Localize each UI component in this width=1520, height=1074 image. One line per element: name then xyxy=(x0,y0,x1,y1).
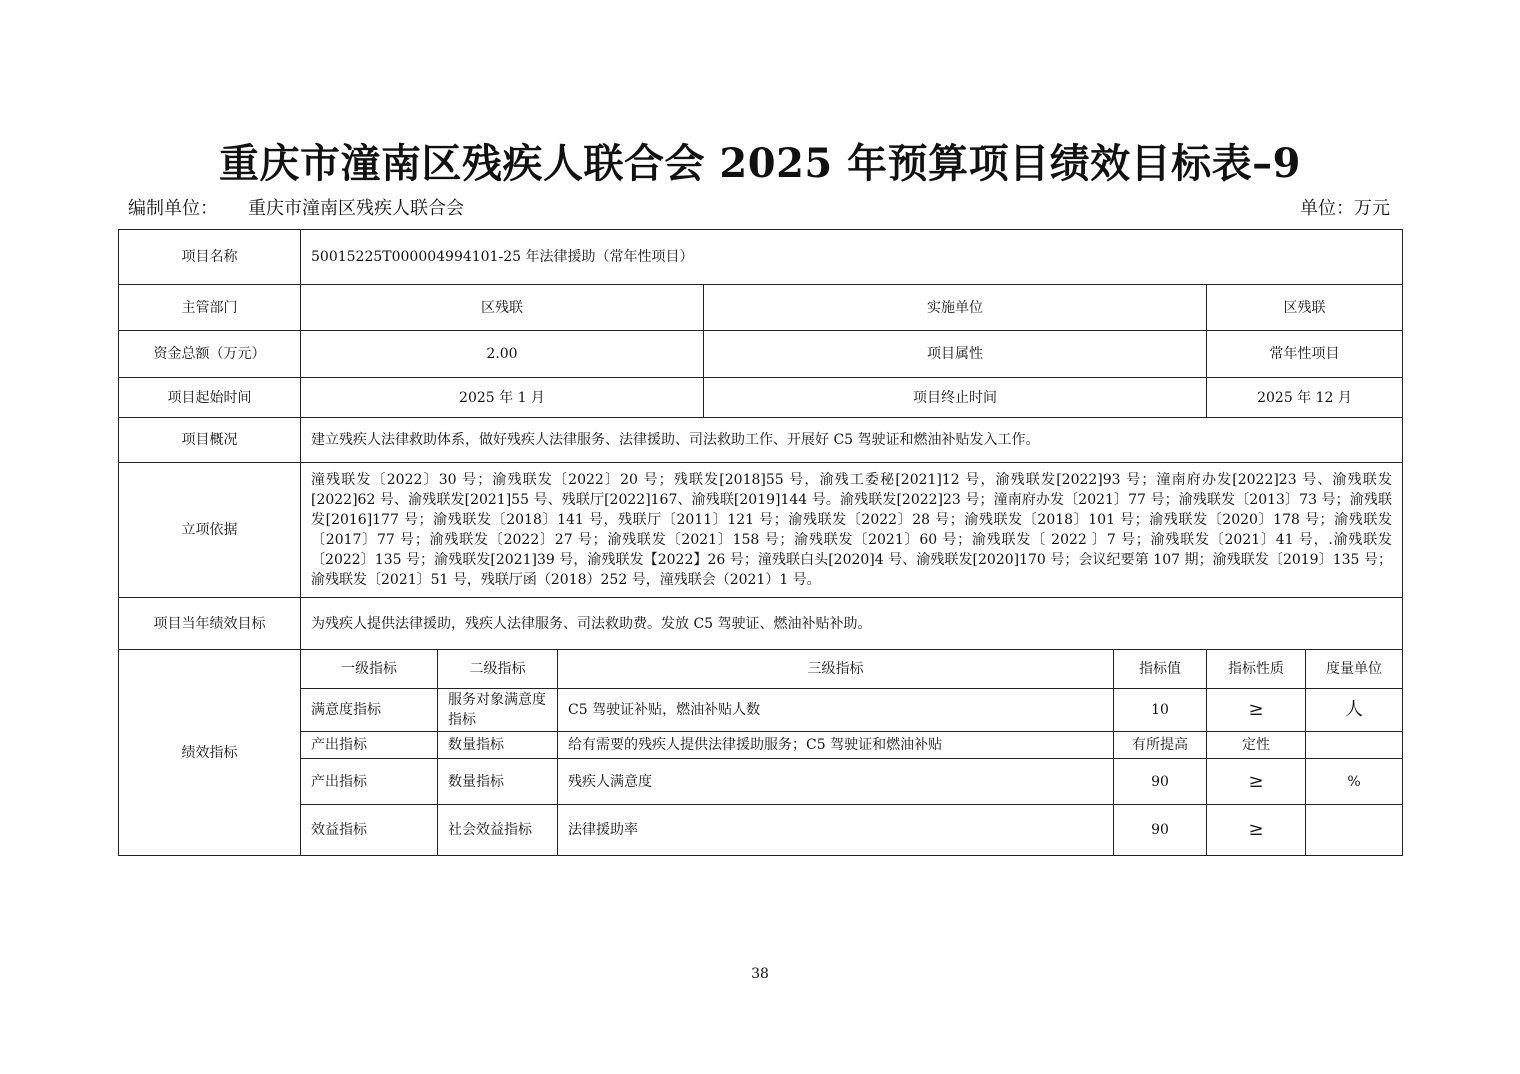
row-overview xyxy=(119,418,1403,463)
currency-unit: 单位：万元 xyxy=(1300,198,1390,219)
project-name-value: 50015225T000004994101-25 年法律援助（常年性项目） xyxy=(301,230,1403,285)
cell-nature: ≥ xyxy=(1207,759,1306,805)
implementing-unit-label: 实施单位 xyxy=(704,285,1207,331)
table-row xyxy=(119,732,1403,759)
performance-target-table xyxy=(118,229,1403,856)
table-row xyxy=(119,759,1403,805)
annual-goal-label: 项目当年绩效目标 xyxy=(119,598,301,650)
cell-level3: 残疾人满意度 xyxy=(558,759,1114,805)
overview-label: 项目概况 xyxy=(119,418,301,463)
cell-nature: ≥ xyxy=(1207,805,1306,856)
header-value: 指标值 xyxy=(1114,650,1207,689)
cell-level1: 产出指标 xyxy=(301,732,438,759)
cell-value: 90 xyxy=(1114,805,1207,856)
project-attribute-value: 常年性项目 xyxy=(1207,331,1403,378)
performance-indicators-label: 绩效指标 xyxy=(119,650,301,856)
header-level3: 三级指标 xyxy=(558,650,1114,689)
header-level2: 二级指标 xyxy=(438,650,558,689)
department-label: 主管部门 xyxy=(119,285,301,331)
row-annual-goal xyxy=(119,598,1403,650)
header-nature: 指标性质 xyxy=(1207,650,1306,689)
basis-label: 立项依据 xyxy=(119,463,301,598)
end-time-value: 2025 年 12 月 xyxy=(1207,378,1403,418)
cell-unit xyxy=(1306,805,1403,856)
row-project-name xyxy=(119,230,1403,285)
project-name-label: 项目名称 xyxy=(119,230,301,285)
row-dates xyxy=(119,378,1403,418)
implementing-unit-value: 区残联 xyxy=(1207,285,1403,331)
page-title: 重庆市潼南区残疾人联合会 2025 年预算项目绩效目标表–9 xyxy=(218,140,1301,187)
cell-level3: 给有需要的残疾人提供法律援助服务；C5 驾驶证和燃油补贴 xyxy=(558,732,1114,759)
cell-value: 90 xyxy=(1114,759,1207,805)
cell-unit: 人 xyxy=(1306,689,1403,732)
cell-level2: 服务对象满意度指标 xyxy=(438,689,558,732)
total-funds-value: 2.00 xyxy=(301,331,704,378)
cell-level1: 效益指标 xyxy=(301,805,438,856)
page-number: 38 xyxy=(751,966,769,982)
cell-level3: C5 驾驶证补贴，燃油补贴人数 xyxy=(558,689,1114,732)
table-row xyxy=(119,805,1403,856)
start-time-label: 项目起始时间 xyxy=(119,378,301,418)
end-time-label: 项目终止时间 xyxy=(704,378,1207,418)
compiling-unit-name: 重庆市潼南区残疾人联合会 xyxy=(248,198,464,219)
cell-level3: 法律援助率 xyxy=(558,805,1114,856)
indicator-header-row xyxy=(119,650,1403,689)
total-funds-label: 资金总额（万元） xyxy=(119,331,301,378)
start-time-value: 2025 年 1 月 xyxy=(301,378,704,418)
cell-nature: 定性 xyxy=(1207,732,1306,759)
row-department xyxy=(119,285,1403,331)
table-row xyxy=(119,689,1403,732)
compiling-unit-label: 编制单位： xyxy=(128,198,218,219)
cell-level1: 产出指标 xyxy=(301,759,438,805)
header-level1: 一级指标 xyxy=(301,650,438,689)
cell-nature: ≥ xyxy=(1207,689,1306,732)
row-funds xyxy=(119,331,1403,378)
cell-unit: % xyxy=(1306,759,1403,805)
project-attribute-label: 项目属性 xyxy=(704,331,1207,378)
cell-level2: 数量指标 xyxy=(438,759,558,805)
cell-level2: 社会效益指标 xyxy=(438,805,558,856)
cell-level2: 数量指标 xyxy=(438,732,558,759)
department-value: 区残联 xyxy=(301,285,704,331)
cell-value: 有所提高 xyxy=(1114,732,1207,759)
basis-value: 潼残联发〔2022〕30 号；渝残联发〔2022〕20 号；残联发[2018]55 号，渝残工委秘[2021]12 号，渝残联发[2022]93 号；潼南府办发[2022]23 号、渝残联发[2022]62 号、渝残联发[2021]55 号、残联厅[2022]167、渝残联[2019]144 号。渝残联发[2022]23 号；潼南府办发〔2021〕77 号；渝残联发〔2013〕73 号；渝残联发[2016]177 号；渝残联发〔2018〕141 号，残联厅〔2011〕121 号；渝残联发〔2022〕28 号；渝残联发〔2018〕101 号；渝残联发〔2020〕178 号；渝残联发〔2017〕77 号；渝残联发〔2022〕27 号；渝残联发〔2021〕158 号；渝残联发〔2021〕60 号；渝残联发〔 2022 〕7 号；渝残联发〔2021〕41 号，.渝残联发〔2022〕135 号；渝残联发[2021]39 号，渝残联发【2022】26 号；潼残联白头[2020]4 号、渝残联发[2020]170 号；会议纪要第 107 期；渝残联发〔2019〕135 号；渝残联发〔2021〕51 号，残联厅函（2018）252 号，潼残联会（2021）1 号。 xyxy=(301,463,1403,598)
header-unit: 度量单位 xyxy=(1306,650,1403,689)
compiling-unit xyxy=(128,194,464,220)
annual-goal-value: 为残疾人提供法律援助，残疾人法律服务、司法救助费。发放 C5 驾驶证、燃油补贴补助。 xyxy=(301,598,1403,650)
cell-value: 10 xyxy=(1114,689,1207,732)
overview-value: 建立残疾人法律救助体系，做好残疾人法律服务、法律援助、司法救助工作、开展好 C5 驾驶证和燃油补贴发入工作。 xyxy=(301,418,1403,463)
cell-level1: 满意度指标 xyxy=(301,689,438,732)
row-basis xyxy=(119,463,1403,598)
cell-unit xyxy=(1306,732,1403,759)
